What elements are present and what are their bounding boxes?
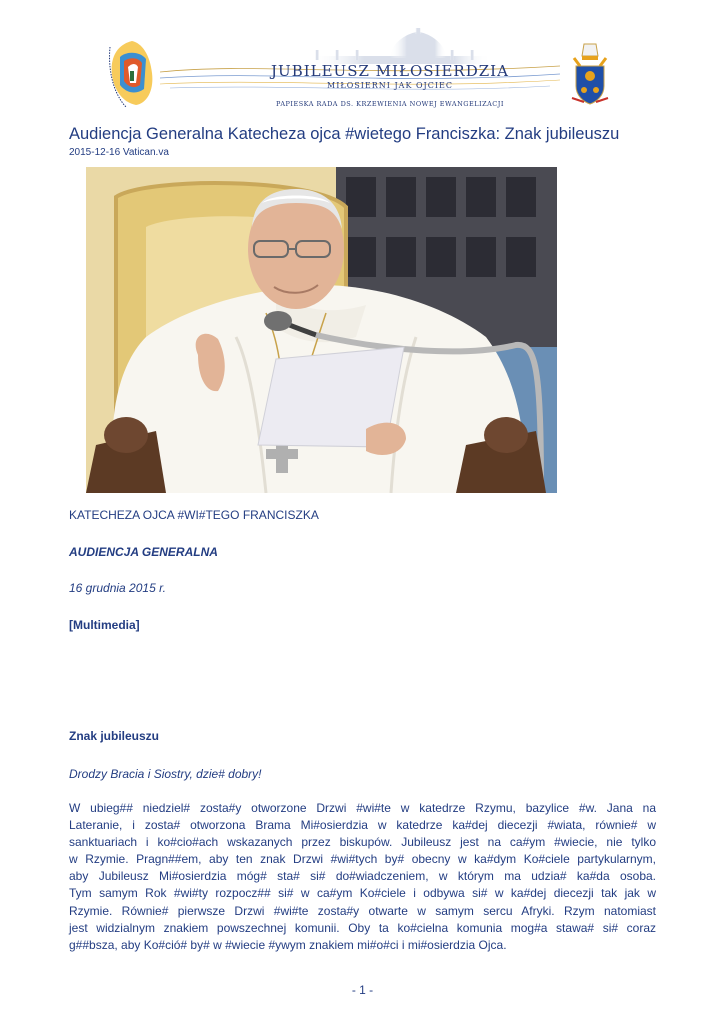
body-line: Tym samym Rok #wi#ty rozpocz## si# w ca#ym Ko#ciele i odbywa si# w ka#dej diecezji tak jak w <box>69 886 656 901</box>
brand-subtitle: MIŁOSIERNI JAK OJCIEC <box>327 81 453 90</box>
papal-crest-icon <box>566 40 614 108</box>
article-title: Audiencja Generalna Katecheza ojca #wietego Franciszka: Znak jubileuszu <box>69 125 620 143</box>
body-line: Lateranie, i zosta# otworzona Brama Mi#osierdzia w katedrze ka#dej diecezji #wiata, równie# w <box>69 818 656 833</box>
brand-title: JUBILEUSZ MIŁOSIERDZIA <box>271 62 509 80</box>
catechesis-heading: KATECHEZA OJCA #WI#TEGO FRANCISZKA <box>69 508 319 522</box>
jubilee-logo-icon <box>106 37 158 109</box>
body-paragraph <box>69 800 656 954</box>
council-name: PAPIESKA RADA DS. KRZEWIENIA NOWEJ EWANGELIZACJI <box>276 100 504 108</box>
page-header <box>0 0 725 118</box>
body-line: aby Jubileusz Mi#osierdzia móg# sta# si# do#wiadczeniem, w którym ma udzia# ka#da osoba. <box>69 869 656 884</box>
pope-photo <box>86 167 557 493</box>
body-line: W ubieg## niedziel# zosta#y otworzone Drzwi #wi#te w katedrze Rzymu, bazylice #w. Jana na <box>69 801 656 815</box>
body-line: Rzymie. Równie# pierwsze Drzwi #wi#te zosta#y otwarte w samym sercu Afryki. Rzym natomiast <box>69 903 656 918</box>
body-line: sanktuariach i ko#cio#ach wskazanych przez biskupów. Jubileusz jest na ca#ym #wiecie, nie tylko <box>69 835 656 850</box>
page-number: - 1 - <box>351 983 374 997</box>
body-line: w Rzymie. Pragn##em, aby ten znak Drzwi #wi#tych by# obecny w ka#dym Ko#ciele partykularnym, <box>69 852 656 867</box>
section-title: Znak jubileuszu <box>69 729 160 743</box>
body-line: jest widzialnym znakiem powszechnej komunii. Oby ta ko#cielna komunia mog#a stawa# si# coraz <box>69 920 656 935</box>
greeting: Drodzy Bracia i Siostry, dzie# dobry! <box>69 767 262 781</box>
body-line: g##bsza, aby Ko#ció# by# w #wiecie #ywym znakiem mi#o#ci i mi#osierdzia Ojca. <box>69 937 507 952</box>
article-meta: 2015-12-16 Vatican.va <box>69 147 169 158</box>
multimedia-link[interactable]: [Multimedia] <box>69 618 140 632</box>
audience-heading: AUDIENCJA GENERALNA <box>69 545 218 559</box>
audience-date: 16 grudnia 2015 r. <box>69 581 166 595</box>
